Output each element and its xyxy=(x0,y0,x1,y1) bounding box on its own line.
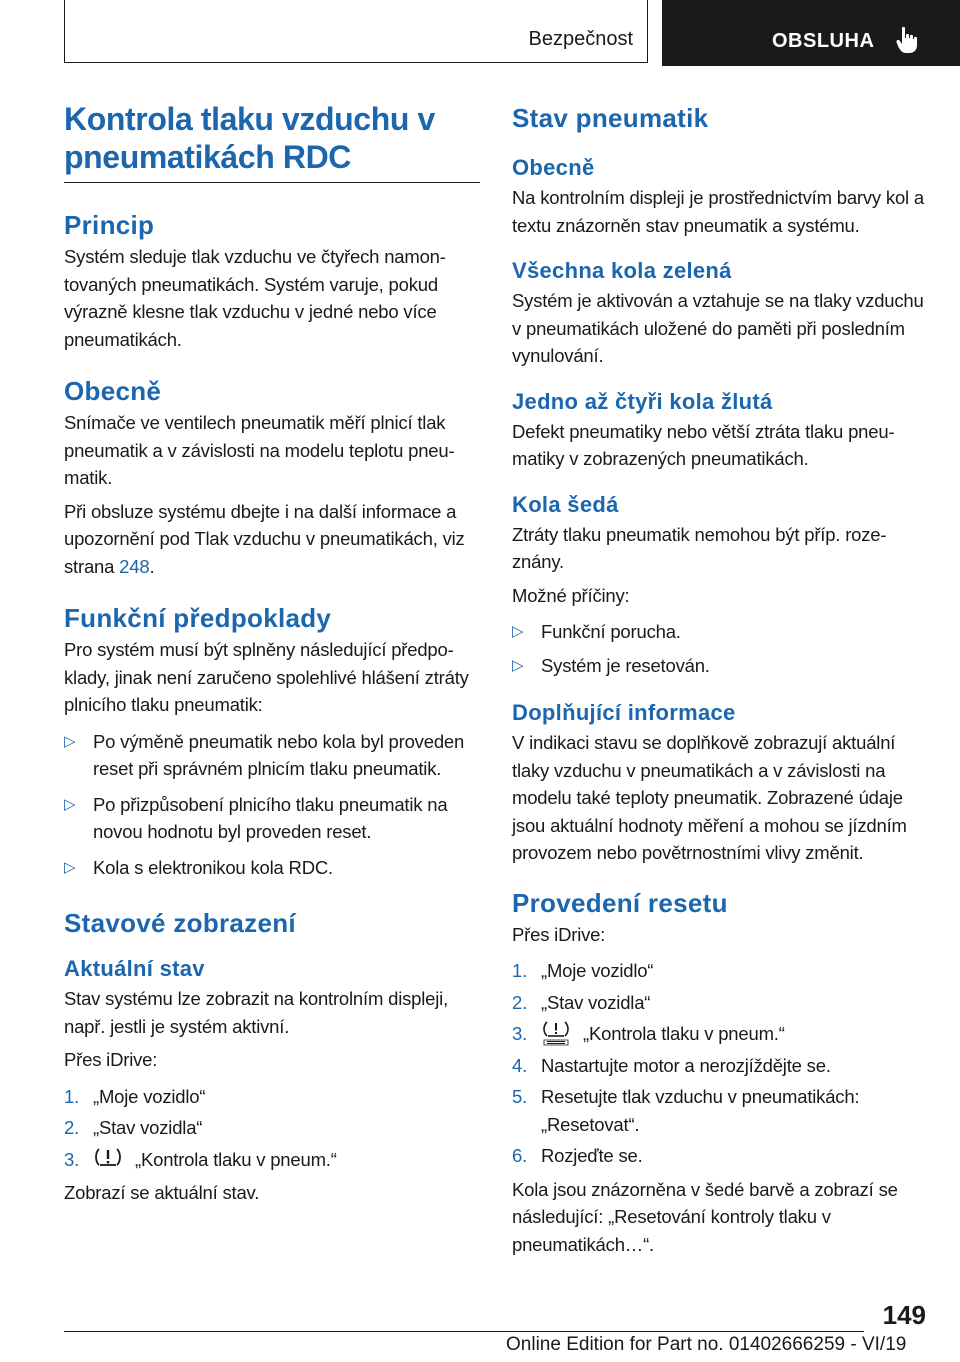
pricinu-list xyxy=(512,618,930,679)
list-item: ▷ Po výměně pneumatik nebo kola byl proveden reset při správném plnicím tlaku pneumatik. xyxy=(64,728,482,783)
idrive-steps xyxy=(64,1083,482,1174)
page-title: Kontrola tlaku vzduchu v pneumatikách RDC xyxy=(64,100,480,183)
heading-obecne: Obecně xyxy=(64,376,162,406)
list-item: ▷ Funkční porucha. xyxy=(512,618,930,646)
right-column xyxy=(512,100,930,1258)
left-column xyxy=(64,100,482,1207)
heading-funkcni-predpoklady: Funkční předpoklady xyxy=(64,603,332,633)
page-number: 149 xyxy=(882,1300,926,1330)
section-label: Bezpečnost xyxy=(528,28,633,50)
reset-result: Kola jsou znázorněna v šedé barvě a zobrazí se následující: „Resetování kontroly tlaku v pneumatikách…“. xyxy=(512,1178,898,1255)
reset-idrive-label: Přes iDrive: xyxy=(512,923,606,945)
heading-vsechna-kola-zelena: Všechna kola zelená xyxy=(512,258,732,283)
list-item: 5. Resetujte tlak vzduchu v pneumatikách: „Resetovat“. xyxy=(512,1086,860,1135)
footer-divider xyxy=(64,1331,864,1332)
tpms-reset-icon xyxy=(541,1020,571,1046)
list-item: ▷ Systém je resetován. xyxy=(512,652,930,680)
pricinu-label: Možné příčiny: xyxy=(512,584,630,606)
chapter-tab xyxy=(662,0,960,66)
chapter-tab-label: OBSLUHA xyxy=(772,30,875,52)
heading-stavove-zobrazeni: Stavové zobrazení xyxy=(64,908,296,938)
heading-aktualni-stav: Aktuální stav xyxy=(64,956,205,981)
triangle-bullet-icon: ▷ xyxy=(512,623,524,640)
triangle-bullet-icon: ▷ xyxy=(512,656,524,674)
heading-kola-seda: Kola šedá xyxy=(512,491,619,517)
obecne-text: Snímače ve ventilech pneumatik měří plnicí tlak pneumatik a v závislosti na modelu teplotu pneumatik. xyxy=(64,412,455,488)
seda-text: Ztráty tlaku pneumatik nemohou být příp. rozeznány. xyxy=(512,523,887,572)
stav-obecne-text: Na kontrolním displeji je prostřednictvím barvy kol a textu znázorněn stav pneumatik a systému. xyxy=(512,187,924,236)
list-item: 3. „Kontrola tlaku v pneum.“ xyxy=(64,1146,482,1174)
predpoklady-list xyxy=(64,728,482,882)
heading-provedeni-resetu: Provedení resetu xyxy=(512,887,728,918)
list-item: ▷ Kola s elektronikou kola RDC. xyxy=(64,854,482,882)
zluta-text: Defekt pneumatiky nebo větší ztráta tlaku pneumatiky v zobrazených pneumatikách. xyxy=(512,420,895,469)
aktualni-stav-result: Zobrazí se aktuální stav. xyxy=(64,1182,260,1203)
list-item: 4. Nastartujte motor a nerozjíždějte se. xyxy=(512,1054,831,1076)
list-item: 2. „Stav vozidla“ xyxy=(512,991,651,1013)
triangle-bullet-icon: ▷ xyxy=(64,858,76,876)
funkcni-text: Pro systém musí být splněny následující předpoklady, jinak není zaručeno spolehlivé hlášení ztráty plnicího tlaku pneumatik: xyxy=(64,639,469,715)
heading-doplnujici-informace: Doplňující informace xyxy=(512,700,736,725)
footer-edition: Online Edition for Part no. 01402666259 - VI/19 xyxy=(506,1334,907,1355)
zelena-text: Systém je aktivován a vztahuje se na tlaky vzduchu v pneumatikách uložené do paměti při posledním vynulování. xyxy=(512,290,924,366)
obecne-text-2: Při obsluze systému dbejte i na další informace a upozornění pod Tlak vzduchu v pneumatikách, viz strana 248. xyxy=(64,500,465,577)
reset-steps xyxy=(512,957,930,1170)
heading-kola-zluta: Jedno až čtyři kola žlutá xyxy=(512,388,773,414)
section-header-box xyxy=(64,0,648,63)
idrive-label: Přes iDrive: xyxy=(64,1049,158,1070)
doplnujici-text: V indikaci stavu se doplňkově zobrazují aktuální tlaky vzduchu v pneumatikách a v závislosti na modelu také teploty pneumatik. Zobrazené údaje jsou aktuální hodnoty měření a mohou se jízdním provozem nebo povětrnostními vlivy změnit. xyxy=(512,732,907,863)
page-header xyxy=(0,0,960,66)
aktualni-stav-text: Stav systému lze zobrazit na kontrolním displeji, např. jestli je systém aktivní. xyxy=(64,988,449,1037)
list-item: 3. „Kontrola tlaku v pneum.“ xyxy=(512,1020,930,1048)
princip-text: Systém sleduje tlak vzduchu ve čtyřech namontovaných pneumatikách. Systém varuje, pokud výrazně klesne tlak vzduchu v jedné nebo více pneumatikách. xyxy=(64,246,446,350)
pointing-hand-icon xyxy=(896,26,922,54)
heading-princip: Princip xyxy=(64,210,155,240)
triangle-bullet-icon: ▷ xyxy=(64,795,76,813)
list-item: 2. „Stav vozidla“ xyxy=(64,1117,203,1138)
heading-stav-pneumatik: Stav pneumatik xyxy=(512,103,709,133)
list-item: 1. „Moje vozidlo“ xyxy=(512,960,654,981)
tpms-warning-icon xyxy=(93,1146,123,1172)
list-item: 1. „Moje vozidlo“ xyxy=(64,1085,206,1107)
triangle-bullet-icon: ▷ xyxy=(64,732,76,750)
list-item: ▷ Po přizpůsobení plnicího tlaku pneumatik na novou hodnotu byl proveden reset. xyxy=(64,791,482,846)
page-link-248[interactable]: 248 xyxy=(119,555,150,577)
list-item: 6. Rozjeďte se. xyxy=(512,1145,643,1166)
heading-obecne-right: Obecně xyxy=(512,155,595,180)
